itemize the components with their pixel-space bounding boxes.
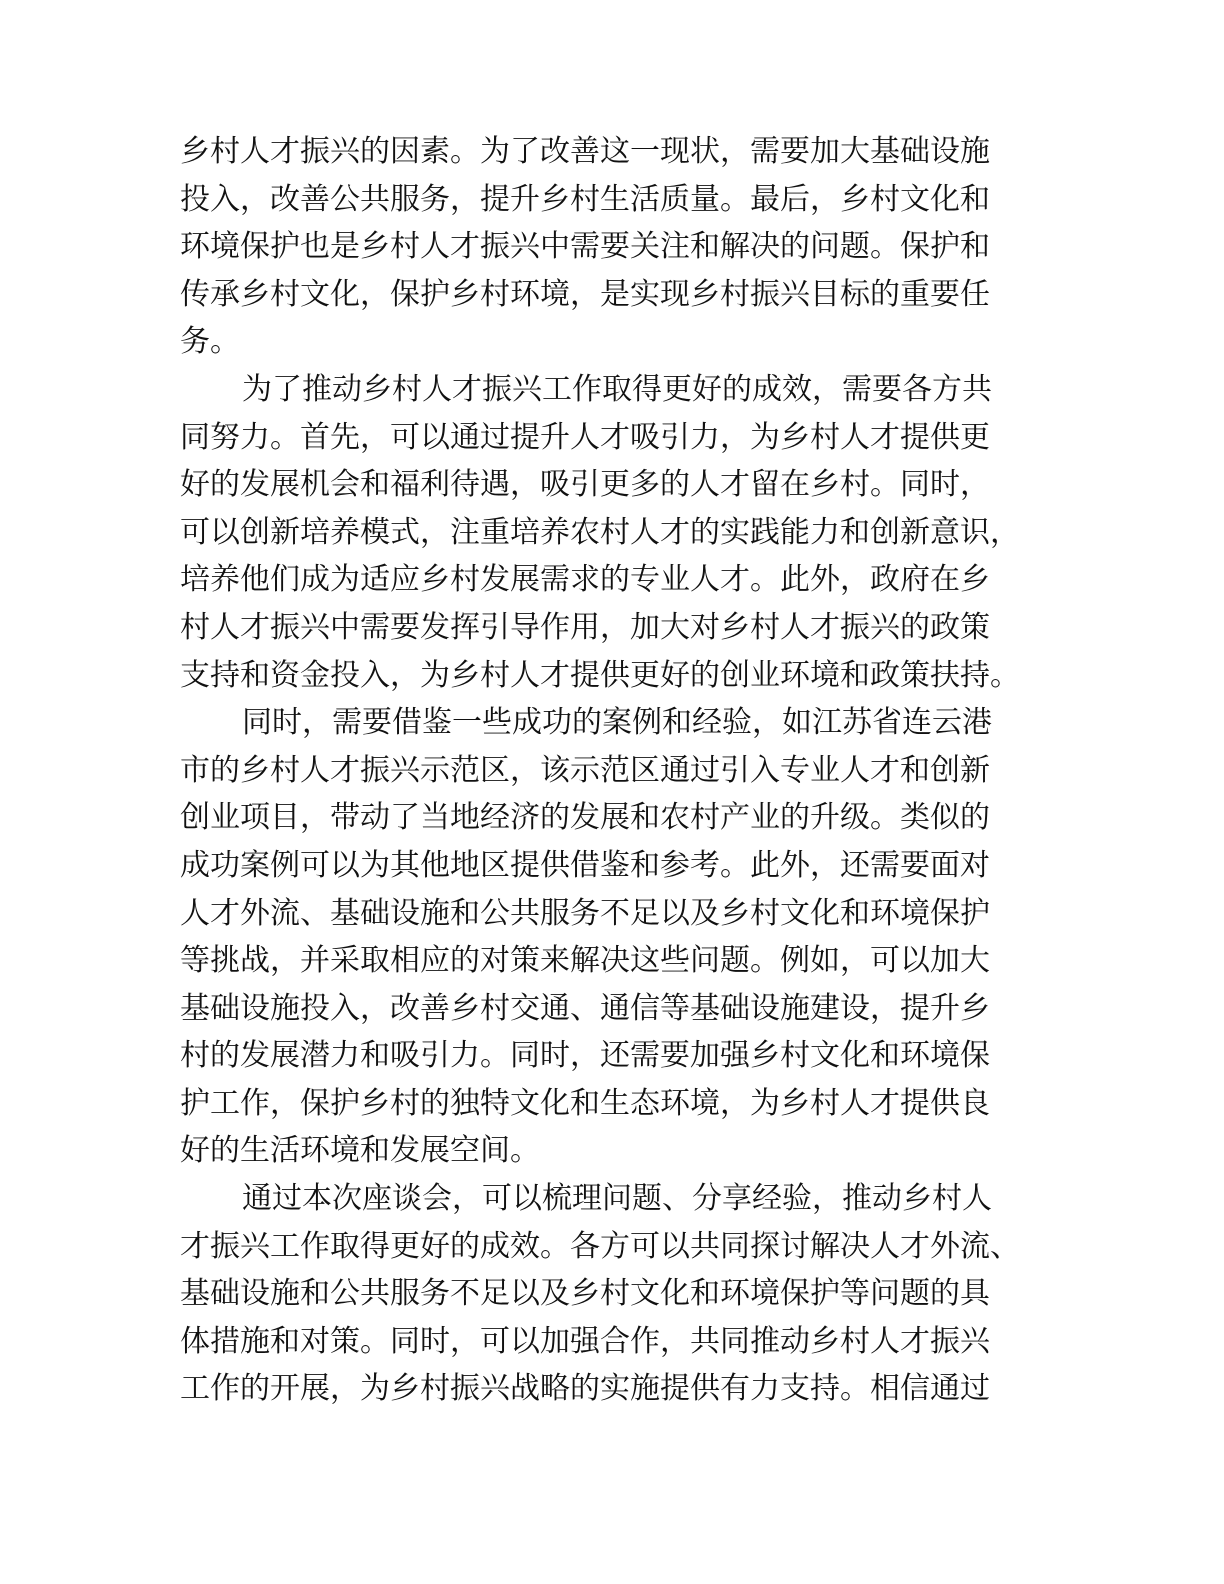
text-line: 等挑战，并采取相应的对策来解决这些问题。例如，可以加大 bbox=[180, 943, 990, 979]
text-line: 务。 bbox=[180, 324, 240, 360]
body-text bbox=[180, 128, 1060, 1413]
text-line: 好的发展机会和福利待遇，吸引更多的人才留在乡村。同时， bbox=[180, 467, 990, 503]
text-line: 基础设施和公共服务不足以及乡村文化和环境保护等问题的具 bbox=[180, 1276, 990, 1312]
text-line: 同时，需要借鉴一些成功的案例和经验，如江苏省连云港 bbox=[242, 705, 992, 741]
text-line: 创业项目，带动了当地经济的发展和农村产业的升级。类似的 bbox=[180, 800, 990, 836]
text-line: 村人才振兴中需要发挥引导作用，加大对乡村人才振兴的政策 bbox=[180, 609, 990, 645]
text-line: 投入，改善公共服务，提升乡村生活质量。最后，乡村文化和 bbox=[180, 181, 990, 217]
text-line: 市的乡村人才振兴示范区，该示范区通过引入专业人才和创新 bbox=[180, 752, 990, 788]
paragraph-4 bbox=[180, 1175, 1060, 1413]
text-line: 才振兴工作取得更好的成效。各方可以共同探讨解决人才外流、 bbox=[180, 1228, 1020, 1264]
text-line: 乡村人才振兴的因素。为了改善这一现状，需要加大基础设施 bbox=[180, 134, 990, 169]
paragraph-2 bbox=[180, 366, 1060, 699]
text-line: 可以创新培养模式，注重培养农村人才的实践能力和创新意识， bbox=[180, 514, 1020, 550]
text-line: 成功案例可以为其他地区提供借鉴和参考。此外，还需要面对 bbox=[180, 847, 990, 883]
text-line: 通过本次座谈会，可以梳理问题、分享经验，推动乡村人 bbox=[242, 1181, 992, 1217]
text-line: 护工作，保护乡村的独特文化和生态环境，为乡村人才提供良 bbox=[180, 1085, 990, 1121]
paragraph-1 bbox=[180, 128, 1060, 366]
text-line: 传承乡村文化，保护乡村环境，是实现乡村振兴目标的重要任 bbox=[180, 276, 990, 312]
text-line: 人才外流、基础设施和公共服务不足以及乡村文化和环境保护 bbox=[180, 895, 990, 931]
paragraph-3 bbox=[180, 699, 1060, 1175]
text-line: 村的发展潜力和吸引力。同时，还需要加强乡村文化和环境保 bbox=[180, 1038, 990, 1074]
text-line: 同努力。首先，可以通过提升人才吸引力，为乡村人才提供更 bbox=[180, 419, 990, 455]
text-line: 培养他们成为适应乡村发展需求的专业人才。此外，政府在乡 bbox=[180, 562, 990, 598]
text-line: 基础设施投入，改善乡村交通、通信等基础设施建设，提升乡 bbox=[180, 990, 990, 1026]
text-line: 好的生活环境和发展空间。 bbox=[180, 1133, 540, 1169]
text-line: 体措施和对策。同时，可以加强合作，共同推动乡村人才振兴 bbox=[180, 1323, 990, 1359]
text-line: 为了推动乡村人才振兴工作取得更好的成效，需要各方共 bbox=[242, 371, 992, 407]
text-line: 支持和资金投入，为乡村人才提供更好的创业环境和政策扶持。 bbox=[180, 657, 1020, 693]
text-line: 工作的开展，为乡村振兴战略的实施提供有力支持。相信通过 bbox=[180, 1371, 990, 1407]
text-line: 环境保护也是乡村人才振兴中需要关注和解决的问题。保护和 bbox=[180, 229, 990, 265]
